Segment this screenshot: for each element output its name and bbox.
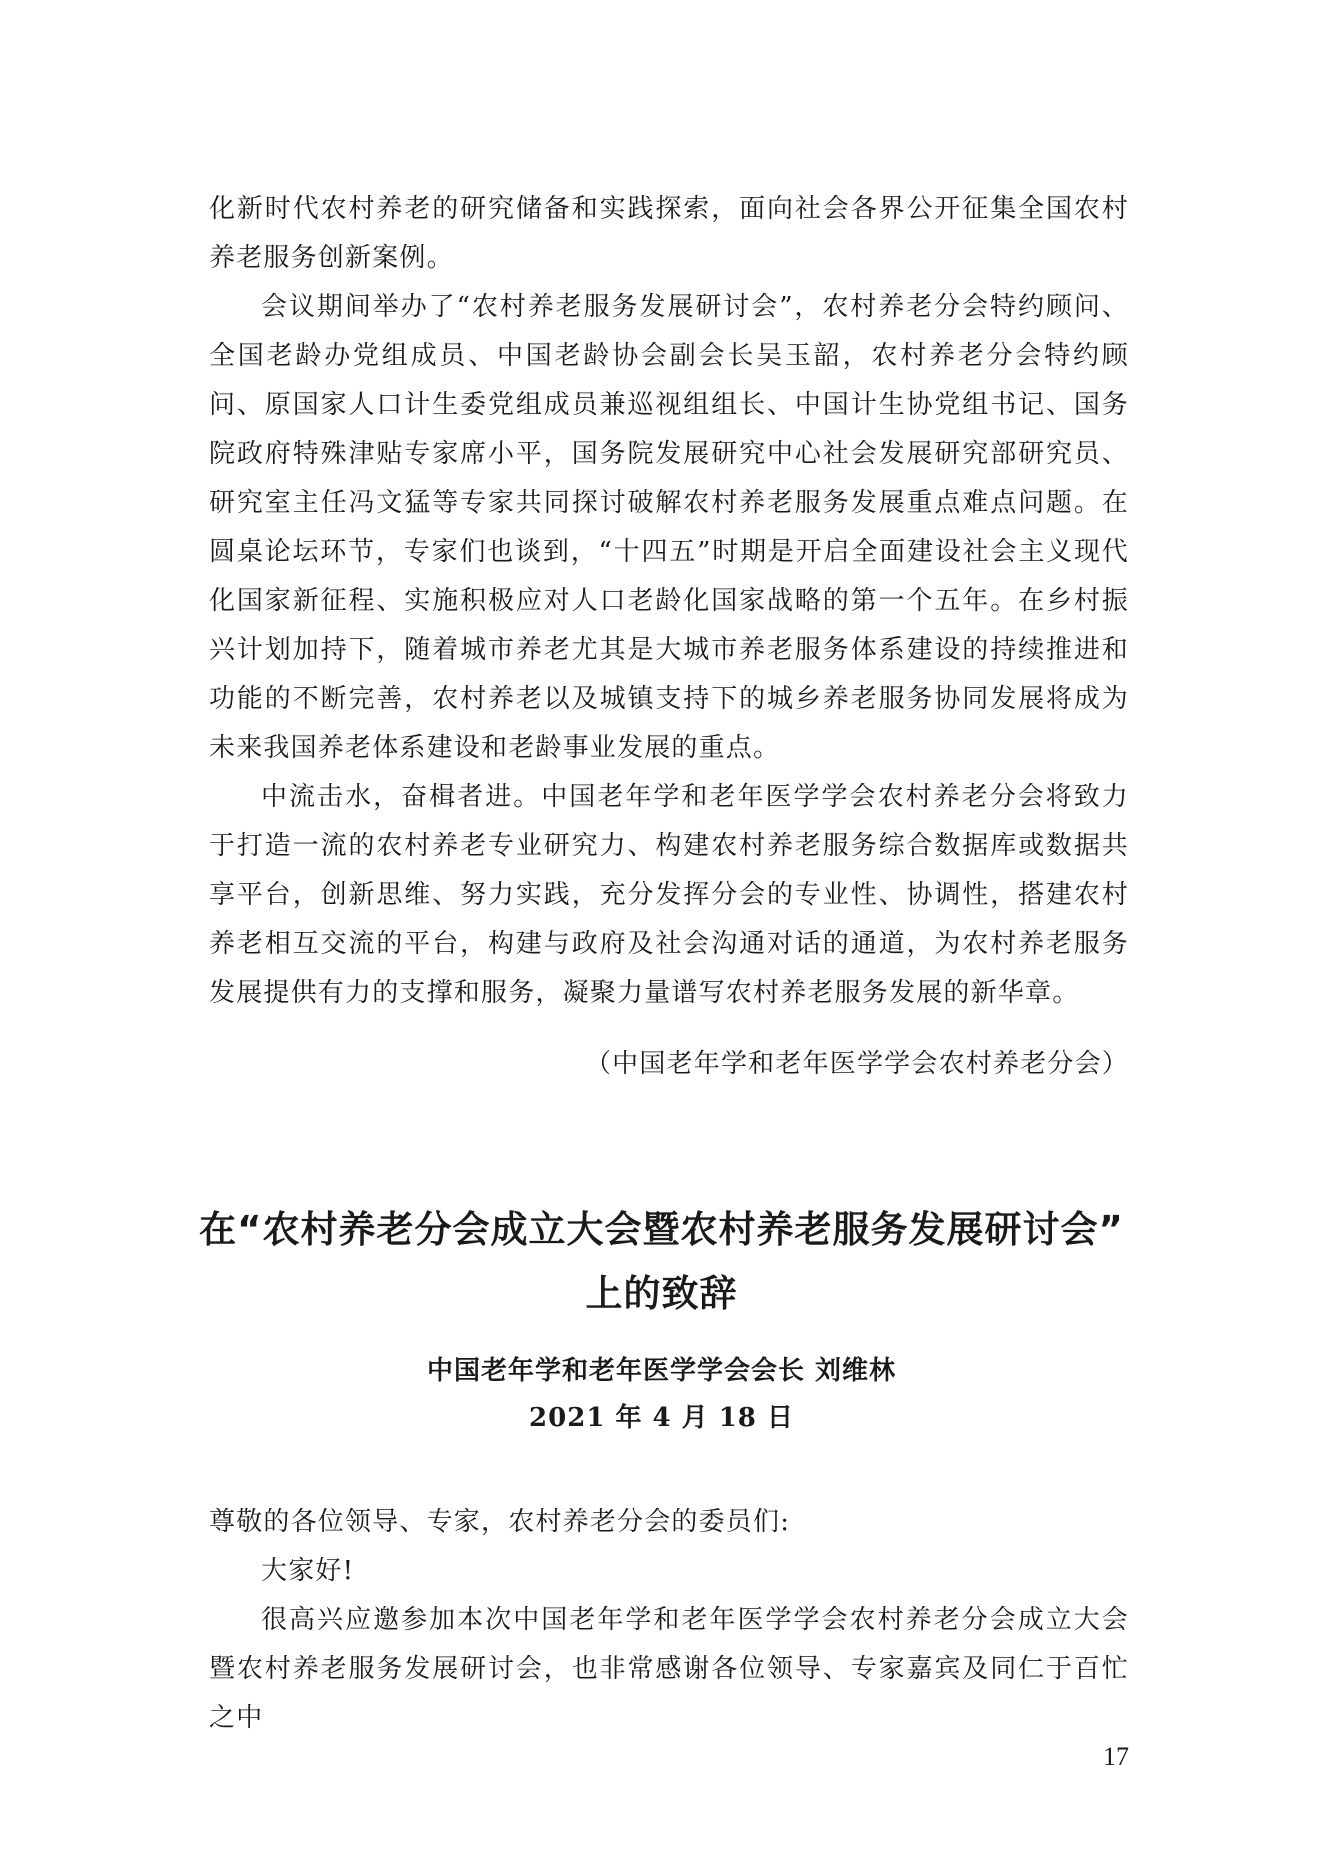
speech-title-line-1: 在“农村养老分会成立大会暨农村养老服务发展研讨会” xyxy=(199,1208,1124,1251)
speech-salutation: 尊敬的各位领导、专家，农村养老分会的委员们: xyxy=(209,1507,791,1537)
speech-title xyxy=(120,1198,1203,1326)
page-number: 17 xyxy=(1103,1742,1129,1771)
speech-paragraph: 很高兴应邀参加本次中国老年学和老年医学学会农村养老分会成立大会暨农村养老服务发展研讨会，也非常感谢各位领导、专家嘉宾及同仁于百忙之中 xyxy=(209,1605,1129,1733)
article-continuation xyxy=(209,185,1129,1018)
paragraph-seminar: 会议期间举办了“农村养老服务发展研讨会”，农村养老分会特约顾问、全国老龄办党组成员、中国老龄协会副会长吴玉韶，农村养老分会特约顾问、原国家人口计生委党组成员兼巡视组组长、中国计生协党组书记、国务院政府特殊津贴专家席小平，国务院发展研究中心社会发展研究部研究员、研究室主任冯文猛等专家共同探讨破解农村养老服务发展重点难点问题。在圆桌论坛环节，专家们也谈到，“十四五”时期是开启全面建设社会主义现代化国家新征程、实施积极应对人口老龄化国家战略的第一个五年。在乡村振兴计划加持下，随着城市养老尤其是大城市养老服务体系建设的持续推进和功能的不断完善，农村养老以及城镇支持下的城乡养老服务协同发展将成为未来我国养老体系建设和老龄事业发展的重点。 xyxy=(209,292,1129,763)
speech-date: 2021 年 4 月 18 日 xyxy=(529,1403,794,1433)
speech-greeting: 大家好! xyxy=(261,1556,355,1586)
speech-title-line-2: 上的致辞 xyxy=(585,1272,738,1315)
paragraph-outlook: 中流击水，奋楫者进。中国老年学和老年医学学会农村养老分会将致力于打造一流的农村养老专业研究力、构建农村养老服务综合数据库或数据共享平台，创新思维、努力实践，充分发挥分会的专业性、协调性，搭建农村养老相互交流的平台，构建与政府及社会沟通对话的通道，为农村养老服务发展提供有力的支撑和服务，凝聚力量谱写农村养老服务发展的新华章。 xyxy=(209,782,1129,1008)
article-signature: （中国老年学和老年医学学会农村养老分会） xyxy=(584,1049,1129,1079)
speech-body xyxy=(209,1498,1129,1743)
speech-author: 中国老年学和老年医学学会会长 刘维林 xyxy=(426,1356,897,1386)
paragraph-continuation: 化新时代农村养老的研究储备和实践探索，面向社会各界公开征集全国农村养老服务创新案例。 xyxy=(209,194,1129,273)
